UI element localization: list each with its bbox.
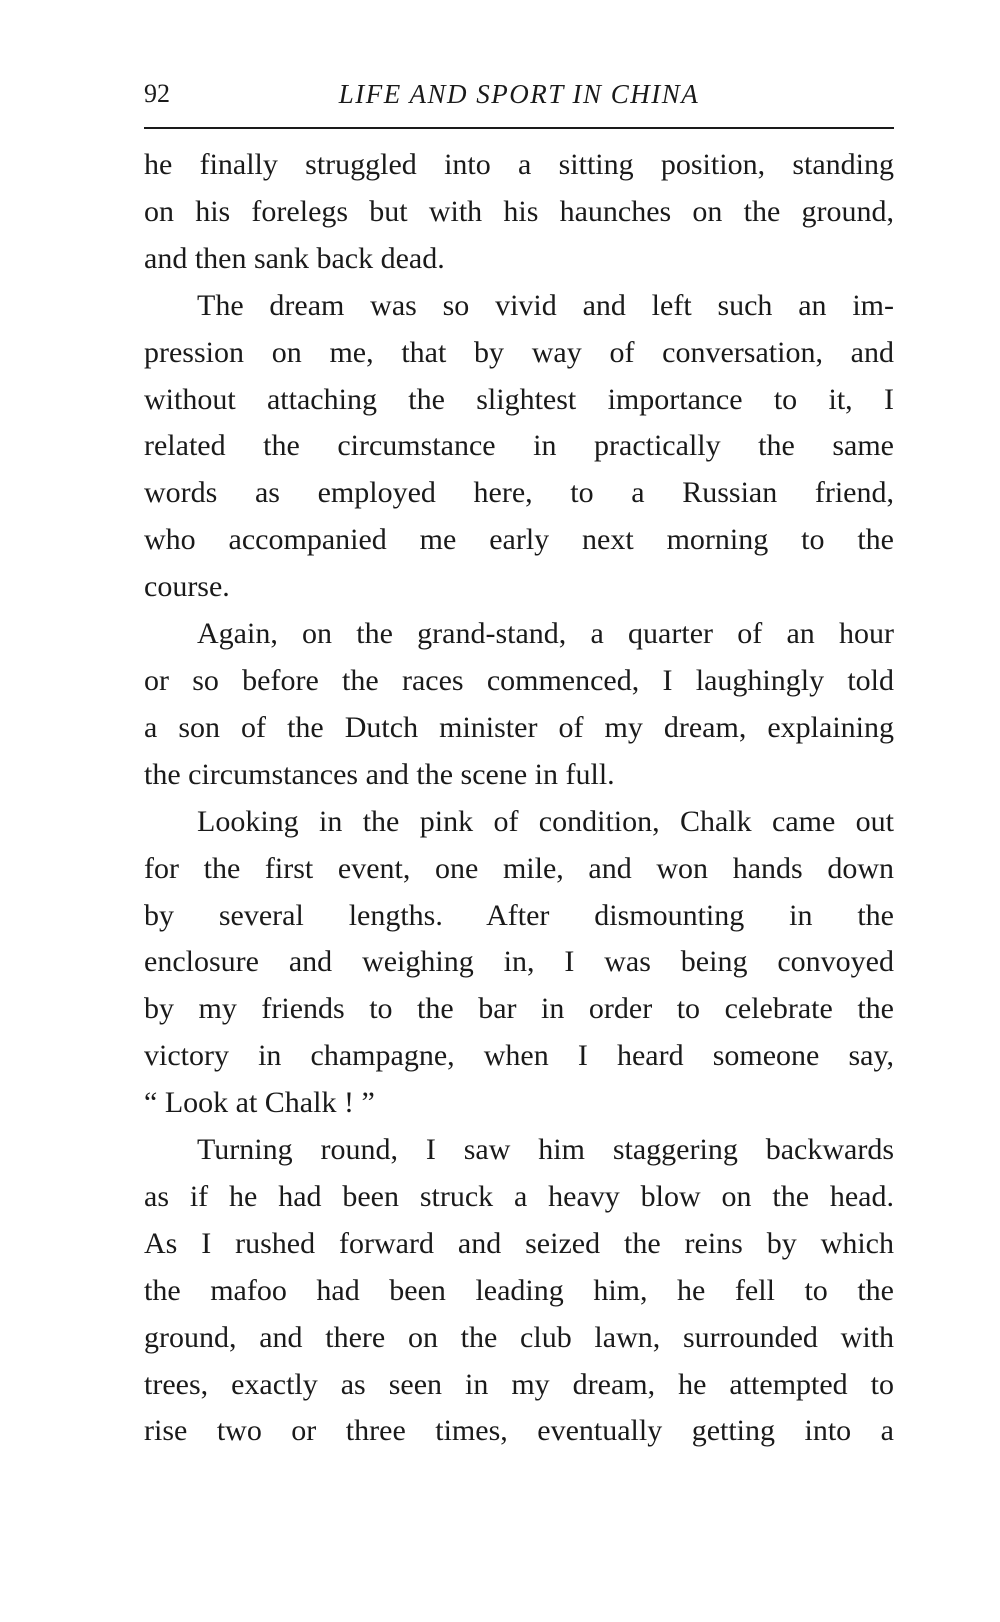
paragraph xyxy=(144,611,894,799)
paragraph xyxy=(144,799,894,1127)
text-line: words as employed here, to a Russian friend, xyxy=(144,476,894,510)
paragraph xyxy=(144,1127,894,1455)
text-line: the mafoo had been leading him, he fell to the xyxy=(144,1273,894,1307)
text-line: trees, exactly as seen in my dream, he attempted to xyxy=(144,1367,894,1401)
text-line: Again, on the grand-stand, a quarter of an hour xyxy=(197,617,894,651)
page-number: 92 xyxy=(144,79,170,108)
text-line: a son of the Dutch minister of my dream, explaining xyxy=(144,710,894,744)
text-line: enclosure and weighing in, I was being convoyed xyxy=(144,945,894,979)
text-line: the circumstances and the scene in full. xyxy=(144,757,615,791)
text-line: The dream was so vivid and left such an im- xyxy=(197,288,894,322)
body-text xyxy=(144,142,894,1455)
text-line: rise two or three times, eventually getting into a xyxy=(144,1414,894,1448)
text-line: Turning round, I saw him staggering backwards xyxy=(197,1133,894,1167)
text-line: victory in champagne, when I heard someone say, xyxy=(144,1039,894,1073)
text-line: by several lengths. After dismounting in the xyxy=(144,898,894,932)
text-line: pression on me, that by way of conversation, and xyxy=(144,335,894,369)
text-line: As I rushed forward and seized the reins by which xyxy=(144,1226,894,1260)
text-line: Looking in the pink of condition, Chalk came out xyxy=(197,804,894,838)
paragraph xyxy=(144,283,894,611)
text-line: as if he had been struck a heavy blow on the head. xyxy=(144,1179,894,1213)
text-line: by my friends to the bar in order to celebrate the xyxy=(144,992,894,1026)
text-line: related the circumstance in practically the same xyxy=(144,429,894,463)
text-line: who accompanied me early next morning to the xyxy=(144,523,894,557)
running-title: LIFE AND SPORT IN CHINA xyxy=(338,79,700,109)
text-line: course. xyxy=(144,570,230,604)
text-line: without attaching the slightest importance to it, I xyxy=(144,382,894,416)
text-line: “ Look at Chalk ! ” xyxy=(144,1086,375,1120)
text-line: and then sank back dead. xyxy=(144,241,445,275)
text-line: on his forelegs but with his haunches on the ground, xyxy=(144,194,894,228)
paragraph xyxy=(144,142,894,283)
text-line: or so before the races commenced, I laughingly told xyxy=(144,663,894,697)
header-rule xyxy=(144,127,894,129)
text-line: he finally struggled into a sitting position, standing xyxy=(144,148,894,181)
text-line: for the first event, one mile, and won hands down xyxy=(144,851,894,885)
page-header xyxy=(144,74,894,114)
text-line: ground, and there on the club lawn, surrounded with xyxy=(144,1320,894,1354)
